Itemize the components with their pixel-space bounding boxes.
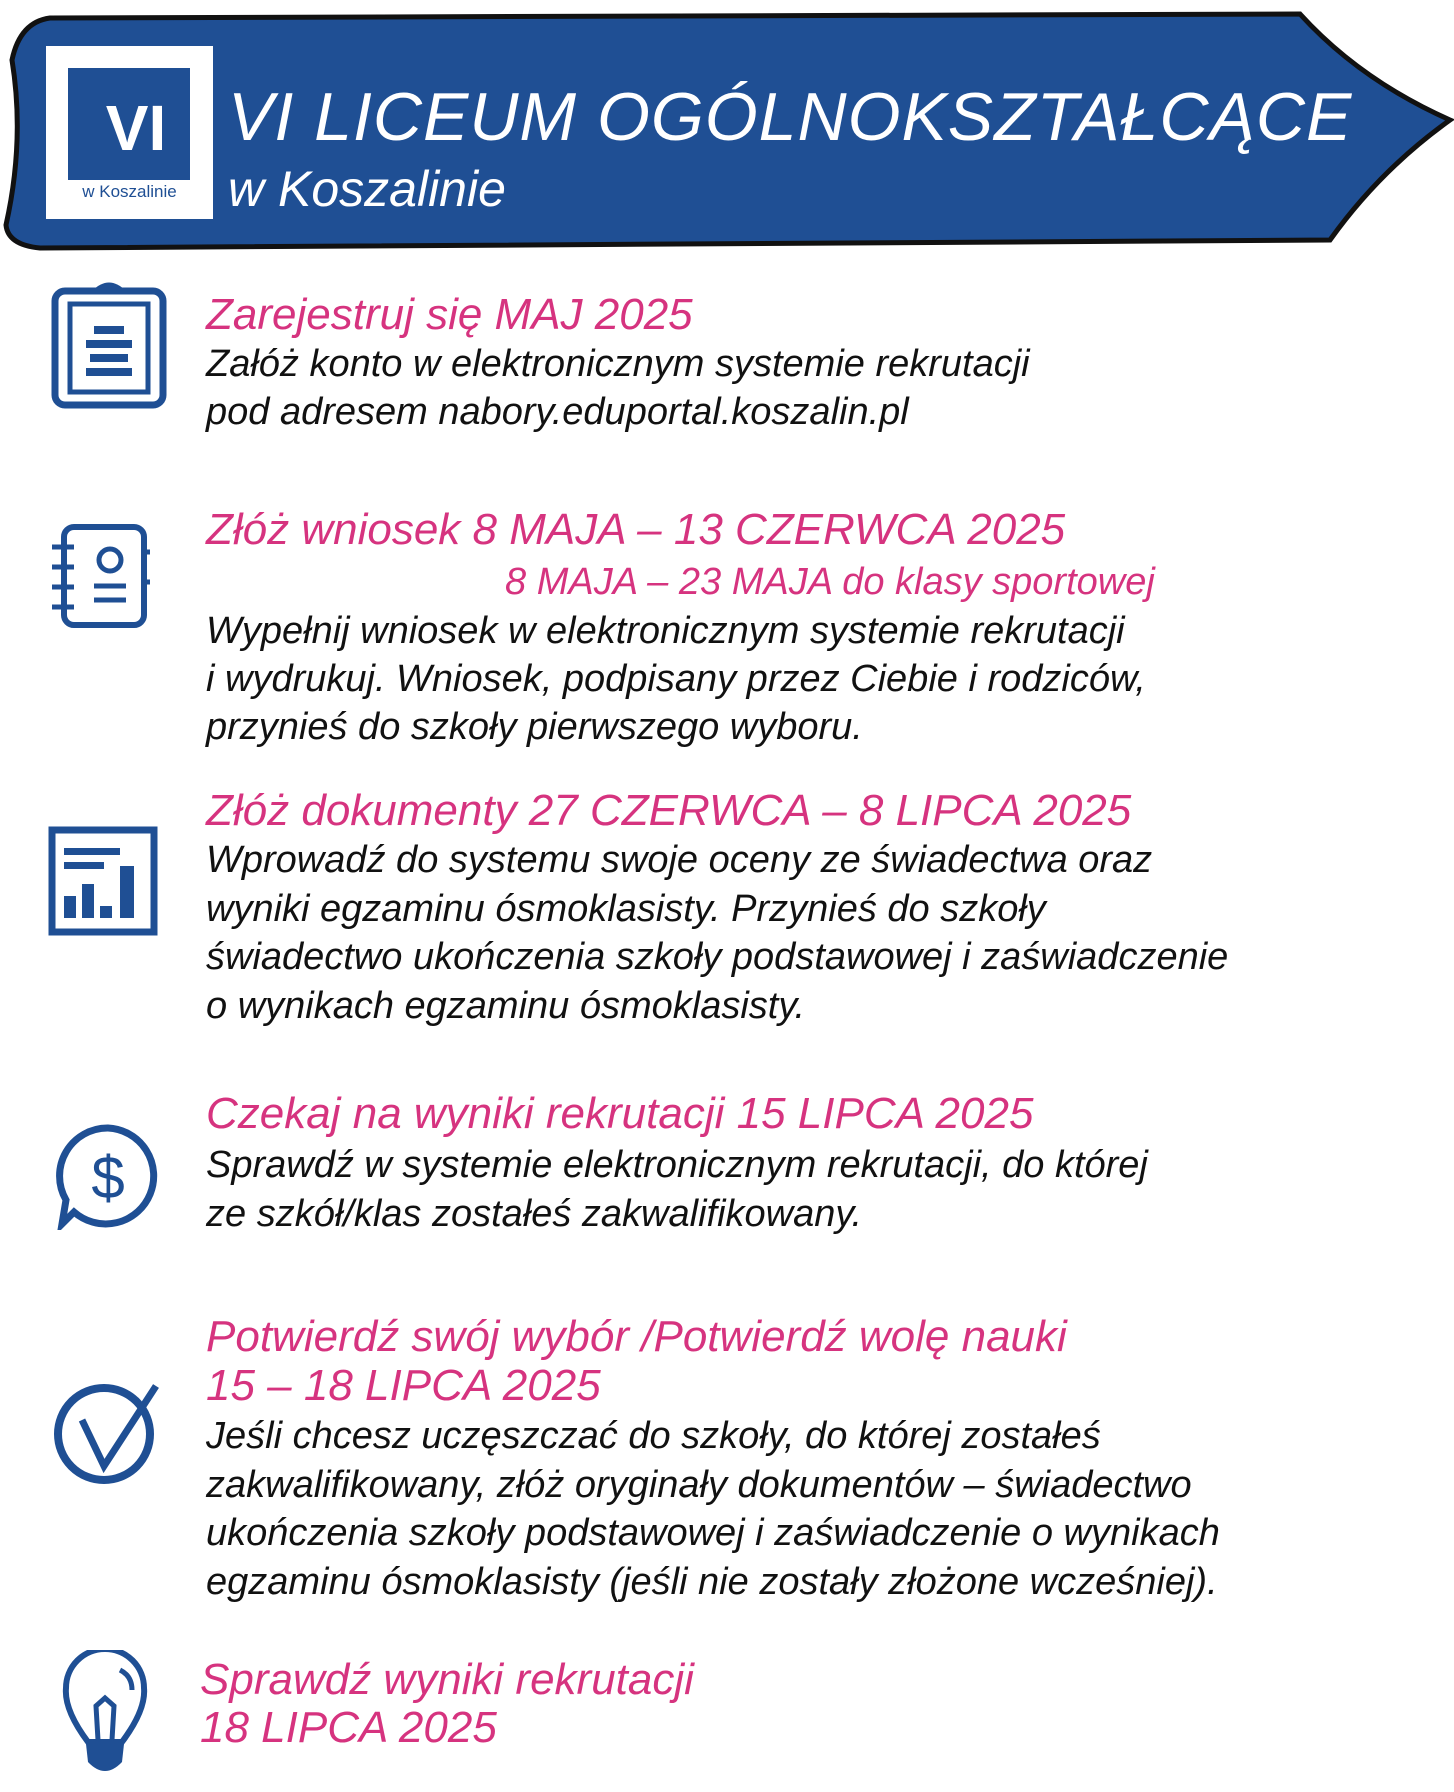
logo-subtext: w Koszalinie [82, 182, 177, 201]
step-3-line: świadectwo ukończenia szkoły podstawowej i zaświadczenie [206, 936, 1229, 978]
bar-chart-icon [48, 826, 158, 936]
clipboard-icon [50, 276, 168, 410]
step-2-heading: Złóż wniosek 8 MAJA – 13 CZERWCA 2025 [206, 505, 1066, 554]
step-2-subheading: 8 MAJA – 23 MAJA do klasy sportowej [505, 561, 1155, 603]
step-2-line: przynieś do szkoły pierwszego wyboru. [206, 706, 863, 748]
step-3-heading: Złóż dokumenty 27 CZERWCA – 8 LIPCA 2025 [206, 786, 1132, 835]
school-subtitle: w Koszalinie [228, 161, 506, 217]
step-1-heading: Zarejestruj się MAJ 2025 [206, 290, 693, 339]
checkmark-circle-icon [52, 1378, 164, 1486]
step-4-line: ze szkół/klas zostałeś zakwalifikowany. [206, 1193, 863, 1235]
step-5-heading: Potwierdź swój wybór /Potwierdź wolę nauki [206, 1312, 1067, 1361]
step-2-line: i wydrukuj. Wniosek, podpisany przez Ciebie i rodziców, [206, 658, 1146, 700]
step-5-line: zakwalifikowany, złóż oryginały dokumentów – świadectwo [206, 1464, 1192, 1506]
notebook-icon [50, 522, 154, 630]
dollar-chat-icon [54, 1122, 162, 1230]
step-2-line: Wypełnij wniosek w elektronicznym systemie rekrutacji [206, 610, 1125, 652]
step-6-heading: Sprawdź wyniki rekrutacji [200, 1655, 694, 1704]
step-4-line: Sprawdź w systemie elektronicznym rekrutacji, do której [206, 1144, 1148, 1186]
step-3-line: wyniki egzaminu ósmoklasisty. Przynieś do szkoły [206, 888, 1046, 930]
step-5-line: ukończenia szkoły podstawowej i zaświadczenie o wynikach [206, 1512, 1220, 1554]
step-5-line: egzaminu ósmoklasisty (jeśli nie zostały złożone wcześniej). [206, 1561, 1218, 1603]
svg-text:$: $ [91, 1144, 125, 1211]
logo-mark [68, 68, 190, 188]
step-5-line: Jeśli chcesz uczęszczać do szkoły, do której zostałeś [206, 1415, 1101, 1457]
school-logo [46, 46, 213, 219]
logo-text: VI [105, 92, 167, 164]
step-1-line: Załóż konto w elektronicznym systemie rekrutacji [206, 343, 1030, 385]
step-4-heading: Czekaj na wyniki rekrutacji 15 LIPCA 2025 [206, 1089, 1034, 1138]
step-3-line: Wprowadź do systemu swoje oceny ze świadectwa oraz [206, 839, 1153, 881]
school-title: VI LICEUM OGÓLNOKSZTAŁCĄCE [228, 79, 1353, 155]
step-3-line: o wynikach egzaminu ósmoklasisty. [206, 985, 806, 1027]
step-5-dates: 15 – 18 LIPCA 2025 [206, 1361, 601, 1410]
step-6-dates: 18 LIPCA 2025 [200, 1703, 497, 1752]
lightbulb-icon [60, 1650, 150, 1778]
step-1-line: pod adresem nabory.eduportal.koszalin.pl [206, 391, 909, 433]
